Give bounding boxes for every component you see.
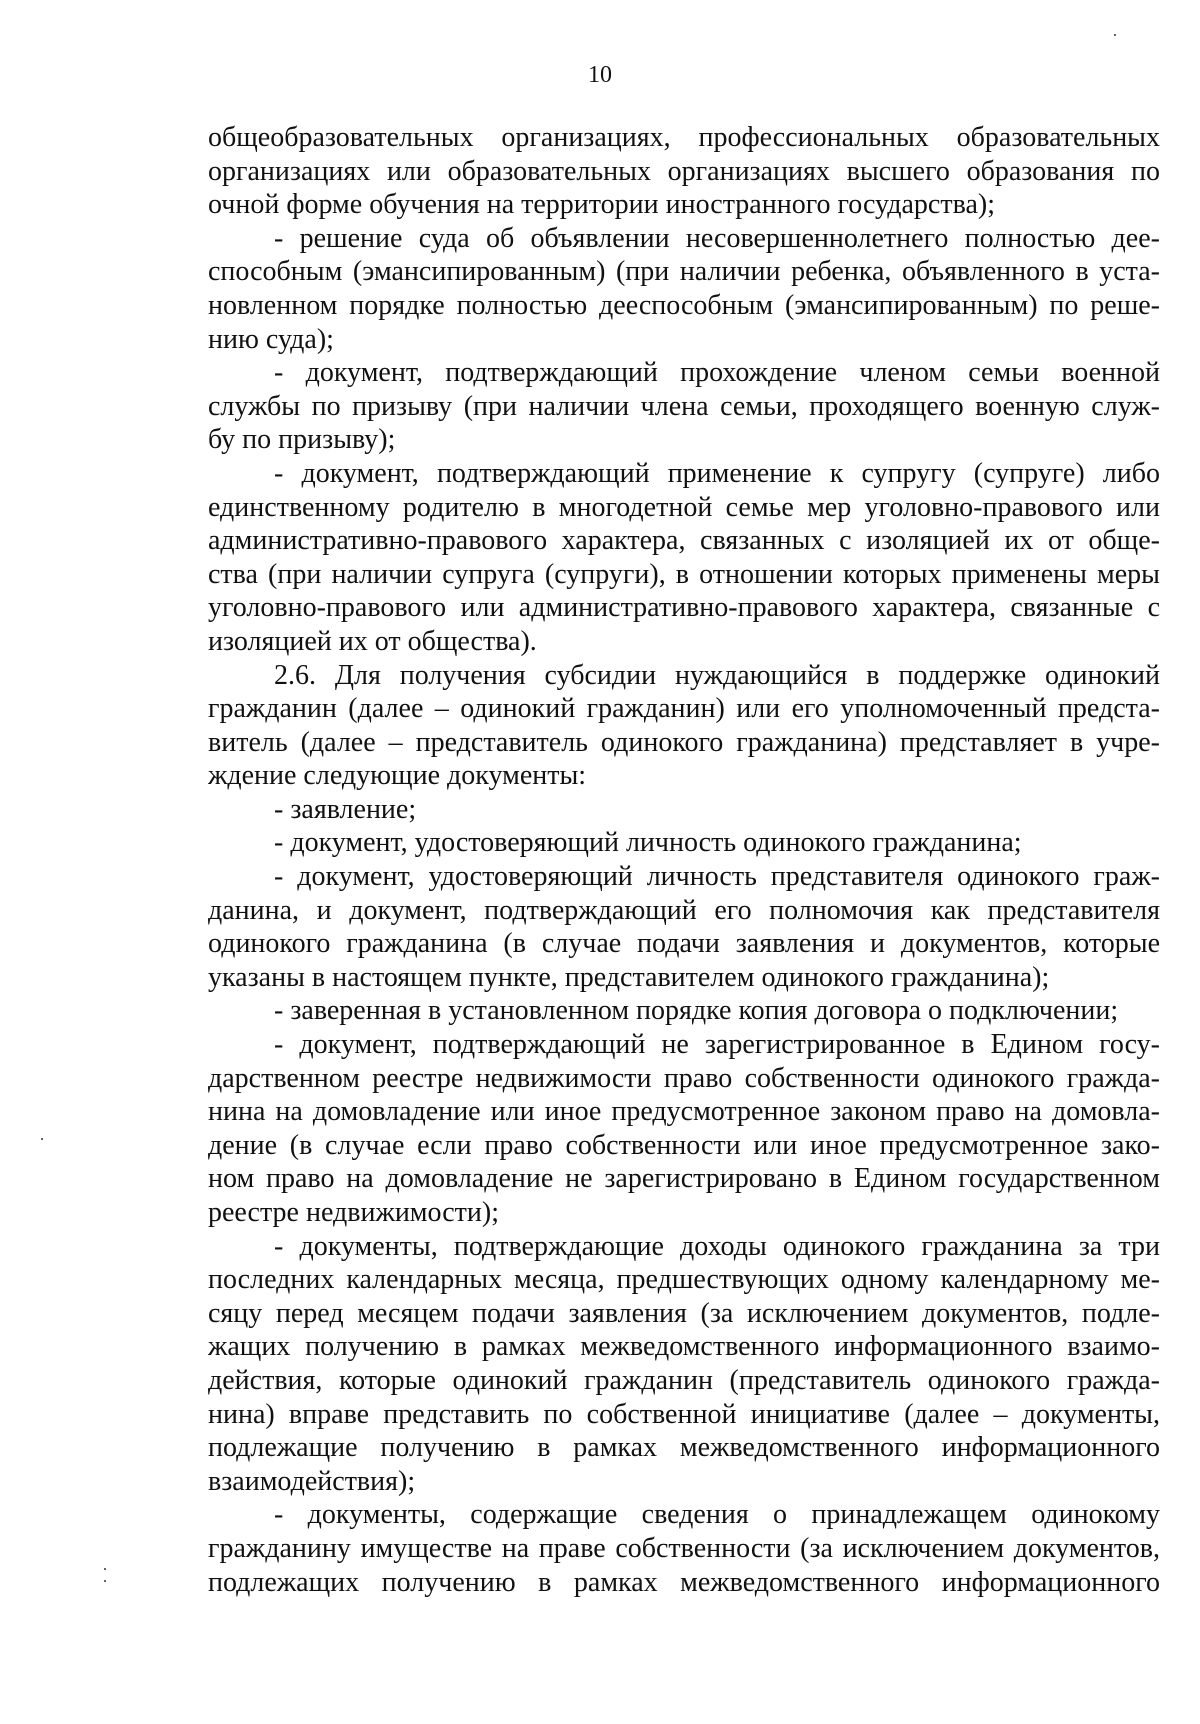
text-line: последних календарных месяца, предшествующих одному календарному ме- xyxy=(208,1264,1160,1296)
page-number: 10 xyxy=(588,62,612,88)
text-line: новленном порядке полностью дееспособным (эмансипированным) по реше- xyxy=(208,289,1160,321)
body-text xyxy=(208,121,1160,1599)
text-line: - документ, удостоверяющий личность одинокого гражданина; xyxy=(274,827,1022,859)
text-line: организациях или образовательных организациях высшего образования по xyxy=(208,155,1160,187)
scan-speck xyxy=(41,1138,43,1140)
text-line: - документ, подтверждающий применение к супругу (супруге) либо xyxy=(274,457,1160,489)
text-line: службы по призыву (при наличии члена семьи, проходящего военную служ- xyxy=(208,390,1160,422)
text-line: реестре недвижимости); xyxy=(208,1197,499,1228)
text-line: жащих получению в рамках межведомственного информационного взаимо- xyxy=(208,1331,1160,1363)
text-line: дарственном реестре недвижимости право собственности одинокого гражда- xyxy=(208,1062,1160,1094)
text-line: - заявление; xyxy=(274,793,417,825)
text-line: административно-правового характера, связанных с изоляцией их от обще- xyxy=(208,525,1160,557)
text-line: уголовно-правового или административно-правового характера, связанные с xyxy=(208,592,1160,624)
text-line: сяцу перед месяцем подачи заявления (за исключением документов, подле- xyxy=(208,1297,1160,1329)
text-line: гражданину имуществе на праве собственности (за исключением документов, xyxy=(208,1532,1160,1564)
scan-speck xyxy=(104,1568,106,1570)
text-line: взаимодействия); xyxy=(208,1465,416,1497)
text-line: данина, и документ, подтверждающий его полномочия как представителя xyxy=(208,894,1160,926)
text-line: - заверенная в установленном порядке копия договора о подключении; xyxy=(274,995,1119,1027)
text-line: действия, которые одинокий гражданин (представитель одинокого гражда- xyxy=(208,1364,1160,1396)
text-line: - документ, подтверждающий прохождение членом семьи военной xyxy=(274,357,1160,389)
text-line: нина на домовладение или иное предусмотренное законом право на домовла- xyxy=(208,1096,1160,1128)
scan-speck xyxy=(104,1580,106,1582)
scan-speck xyxy=(1114,34,1116,36)
text-line: подлежащих получению в рамках межведомственного информационного xyxy=(208,1566,1160,1598)
text-line: дение (в случае если право собственности или иное предусмотренное зако- xyxy=(208,1129,1160,1161)
text-line: - документы, содержащие сведения о принадлежащем одинокому xyxy=(274,1499,1160,1531)
text-line: подлежащие получению в рамках межведомственного информационного xyxy=(208,1432,1160,1464)
text-line: - документ, удостоверяющий личность представителя одинокого граж- xyxy=(274,861,1160,893)
text-line: бу по призыву); xyxy=(208,424,396,456)
text-line: указаны в настоящем пункте, представителем одинокого гражданина); xyxy=(208,961,1050,993)
text-line: способным (эмансипированным) (при наличии ребенка, объявленного в уста- xyxy=(208,256,1160,288)
text-line: единственному родителю в многодетной семье мер уголовно-правового или xyxy=(208,491,1160,523)
text-line: - решение суда об объявлении несовершеннолетнего полностью дее- xyxy=(274,222,1160,254)
text-line: ном право на домовладение не зарегистрировано в Едином государственном xyxy=(208,1163,1160,1195)
text-line: общеобразовательных организациях, профессиональных образовательных xyxy=(208,122,1160,153)
text-line: - документы, подтверждающие доходы одинокого гражданина за три xyxy=(274,1230,1160,1262)
text-line: гражданин (далее – одинокий гражданин) или его уполномоченный предста- xyxy=(208,693,1160,725)
text-line: 2.6. Для получения субсидии нуждающийся в поддержке одинокий xyxy=(274,659,1160,691)
text-line: нина) вправе представить по собственной инициативе (далее – документы, xyxy=(208,1398,1160,1430)
text-line: очной форме обучения на территории иностранного государства); xyxy=(208,189,995,221)
text-line: ства (при наличии супруга (супруги), в отношении которых применены меры xyxy=(208,558,1160,590)
text-line: изоляцией их от общества). xyxy=(208,625,537,657)
text-line: витель (далее – представитель одинокого гражданина) представляет в учре- xyxy=(208,726,1160,758)
text-line: нию суда); xyxy=(208,323,334,355)
text-line: - документ, подтверждающий не зарегистрированное в Едином госу- xyxy=(274,1029,1160,1061)
text-line: ждение следующие документы: xyxy=(208,760,587,792)
text-line: одинокого гражданина (в случае подачи заявления и документов, которые xyxy=(208,928,1160,960)
